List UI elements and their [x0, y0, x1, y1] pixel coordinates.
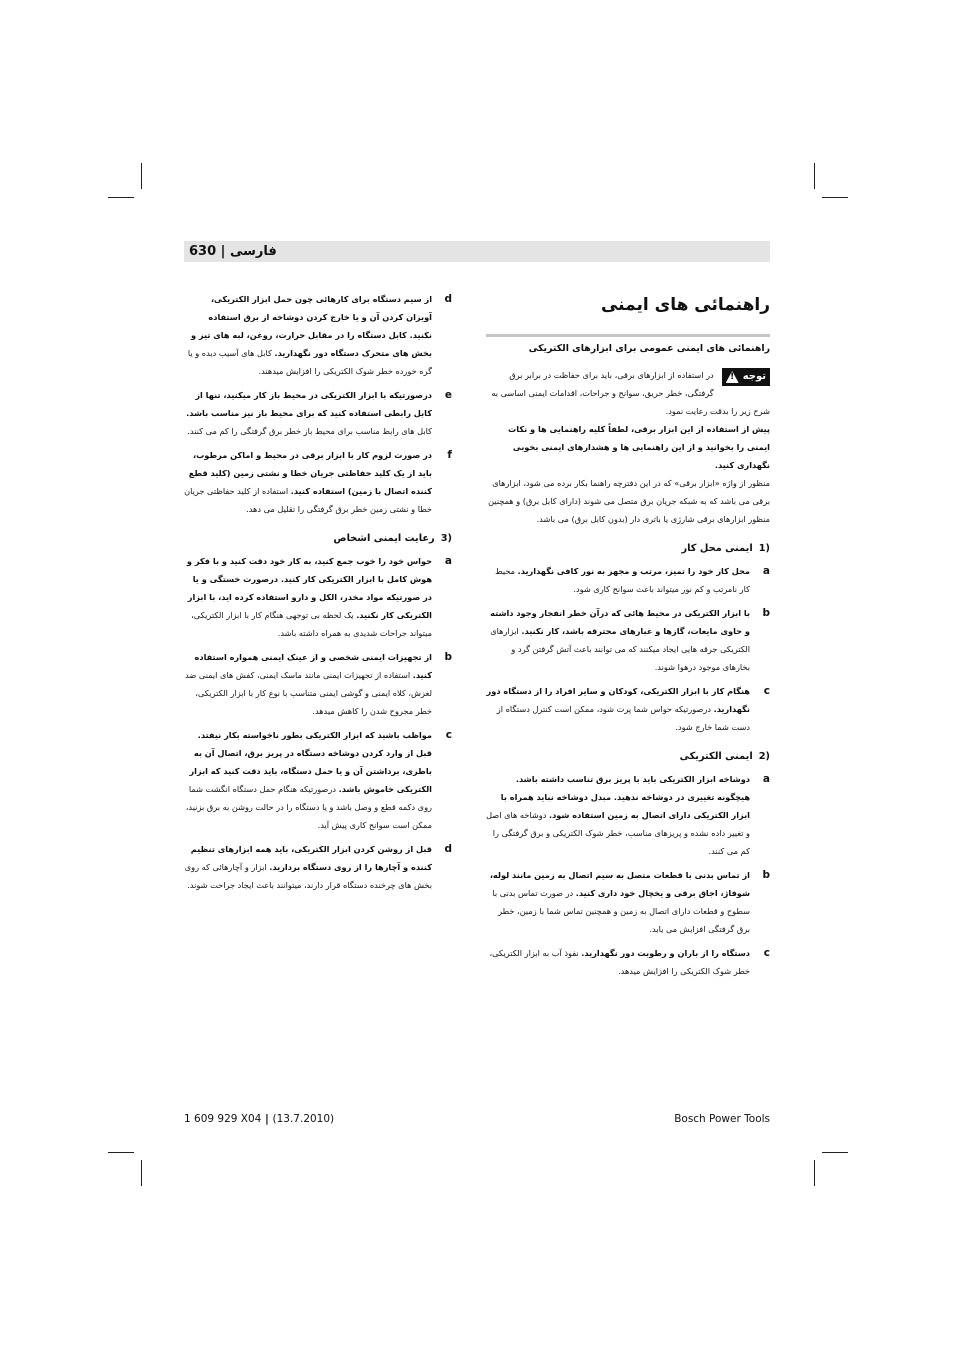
- warning-text: در استفاده از ابزارهای برقی، باید برای حفاظت در برابر برق گرفتگی، خطر حریق، سوانح و جراحات، اقدامات ایمنی اساسی به شرح زیر را بدقت رعایت نمود.: [491, 370, 770, 416]
- list-item: e درصورتیکه با ابزار الکتریکی در محیط باز کار میکنید، تنها از کابل رابطی استفاده کنید که برای محیط باز نیز مناسب باشد. کابل های رابط مناسب برای محیط باز خطر برق گرفتگی را کم می کنند.: [186, 389, 452, 436]
- list-item: a حواس خود را خوب جمع کنید، به کار خود دقت کنید و با فکر و هوش کامل با ابزار الکتریکی کار کنید. درصورت خستگی و یا در صورتیکه مواد مخدر، الکل و دارو استفاده کرده اید، با ابزار الکتریکی کار نکنید. یک لحظه بی توجهی هنگام کار با ابزار الکتریکی، میتواند جراحات شدیدی به همراه داشته باشد.: [186, 555, 452, 638]
- crop-mark: [141, 163, 142, 189]
- footer-doc-code: 1 609 929 X04 | (13.7.2010): [184, 1113, 335, 1125]
- header-language: فارسی: [229, 244, 277, 259]
- crop-mark: [108, 197, 134, 198]
- page-title: راهنمائی های ایمنی: [600, 295, 770, 315]
- list-item: d قبل از روشن کردن ابزار الکتریکی، باید همه ابزارهای تنظیم کننده و آچارها را از روی دستگاه بردارید. ابزار و آچارهائی که روی بخش های چرخنده دستگاه قرار دارند، میتوانند باعث ایجاد جراحت شوند.: [184, 843, 452, 890]
- crop-mark: [108, 1152, 134, 1153]
- section-heading: 1) ایمنی محل کار: [681, 543, 770, 554]
- crop-mark: [814, 1160, 815, 1186]
- list-item: f در صورت لزوم کار با ابزار برقی در محیط و اماکن مرطوب، باید از یک کلید حفاظتی جریان خطا و نشتی زمین (کلید قطع کننده اتصال با زمین) استفاده کنید. استفاده از کلید حفاظتی جریان خطا و نشتی زمین خطر برق گرفتگی را تقلیل می دهد.: [184, 449, 452, 514]
- list-item: a دوشاخه ابزار الکتریکی باید با پریز برق تناسب داشته باشد. هیچگونه تغییری در دوشاخه ندهید. مبدل دوشاخه نباید همراه با ابزار الکتریکی دارای اتصال به زمین استفاده شود. دوشاخه های اصل و تغییر داده نشده و پریزهای مناسب، خطر شوک الکتریکی و برق گرفتگی را کم می کنند.: [486, 773, 770, 856]
- list-item: b از تجهیزات ایمنی شخصی و از عینک ایمنی همواره استفاده کنید. استفاده از تجهیزات ایمنی مانند ماسک ایمنی، کفش های ایمنی ضد لغزش، کلاه ایمنی و گوشی ایمنی متناسب با نوع کار با ابزار الکتریکی، خطر مجروح شدن را کاهش میدهد.: [185, 651, 452, 716]
- list-item: c دستگاه را از باران و رطوبت دور نگهدارید. نفوذ آب به ابزار الکتریکی، خطر شوک الکتریکی را افزایش میدهد.: [489, 947, 770, 976]
- crop-mark: [141, 1160, 142, 1186]
- page-number: 630: [189, 244, 217, 259]
- warning-triangle-icon: [726, 371, 739, 383]
- warning-bold-text: پیش از استفاده از این ابزار برقی، لطفاً کلیه راهنمایی ها و نکات ایمنی را بخوانید و از این راهنمایی ها و هشدارهای ایمنی بخوبی نگهداری کنید.: [508, 424, 770, 470]
- list-item: b با ابزار الکتریکی در محیط هائی که درآن خطر انفجار وجود داشته و حاوی مایعات، گازها و غبارهای محترقه باشد، کار نکنید. ابزارهای الکتریکی جرقه هایی ایجاد میکنند که می توانند باعث آتش گرفتن گرد و بخارهای موجود درهوا شوند.: [490, 607, 770, 672]
- list-item: a محل کار خود را تمیز، مرتب و مجهز به نور کافی نگهدارید. محیط کار نامرتب و کم نور میتواند باعث سوانح کاری شود.: [495, 565, 770, 594]
- subtitle-rule: [486, 334, 770, 337]
- crop-mark: [822, 1152, 848, 1153]
- warning-block: [486, 366, 770, 528]
- right-column: [486, 340, 770, 986]
- crop-mark: [814, 163, 815, 189]
- list-item: c هنگام کار با ابزار الکتریکی، کودکان و سایر افراد را از دستگاه دور نگهدارید. درصورتیکه حواس شما پرت شود، ممکن است کنترل دستگاه از دست شما خارج شود.: [486, 685, 770, 732]
- footer-brand: Bosch Power Tools: [674, 1113, 770, 1125]
- section-heading: 3) رعایت ایمنی اشخاص: [333, 533, 452, 544]
- subtitle: راهنمائی های ایمنی عمومی برای ابزارهای الکتریکی: [528, 343, 770, 354]
- list-item: b از تماس بدنی با قطعات متصل به سیم اتصال به زمین مانند لوله، شوفاژ، اجاق برقی و یخچال خود داری کنید. در صورت تماس بدنی با سطوح و قطعات دارای اتصال به زمین و همچنین تماس شما با زمین، خطر برق گرفتگی افزایش می یابد.: [489, 869, 770, 934]
- warning-badge: [722, 368, 770, 386]
- definition-text: منظور از واژه «ابزار برقی» که در این دفترچه راهنما بکار برده می شود، ابزارهای برقی می باشد که به شبکه جریان برق متصل می شوند (دارای کابل برق) و همچنین منظور ابزارهای برقی شارژی یا باتری دار (بدون کابل برق) می باشد.: [488, 478, 770, 524]
- warning-label: توجه: [742, 371, 766, 382]
- list-item: d از سیم دستگاه برای کارهائی چون حمل ابزار الکتریکی، آویزان کردن آن و یا خارج کردن دوشاخه از برق استفاده نکنید. کابل دستگاه را در مقابل حرارت، روغن، لبه های تیز و بخش های متحرک دستگاه دور نگهدارید. کابل های آسیب دیده و یا گره خورده خطر شوک الکتریکی را افزایش میدهند.: [187, 293, 452, 376]
- left-column: [184, 290, 452, 900]
- running-header: 630 | فارسی: [189, 244, 277, 259]
- list-item: c مواظب باشید که ابزار الکتریکی بطور ناخواسته بکار نیفتد. قبل از وارد کردن دوشاخه دستگاه در پریز برق، اتصال آن به باطری، برداشتن آن و یا حمل دستگاه، باید دقت کنید که ابزار الکتریکی خاموش باشد. درصورتیکه هنگام حمل دستگاه انگشت شما روی دکمه قطع و وصل باشد و یا دستگاه را در حالت روشن به برق بزنید، ممکن است سوانح کاری پیش آید.: [185, 729, 452, 830]
- crop-mark: [822, 197, 848, 198]
- section-heading: 2) ایمنی الکتریکی: [679, 751, 770, 762]
